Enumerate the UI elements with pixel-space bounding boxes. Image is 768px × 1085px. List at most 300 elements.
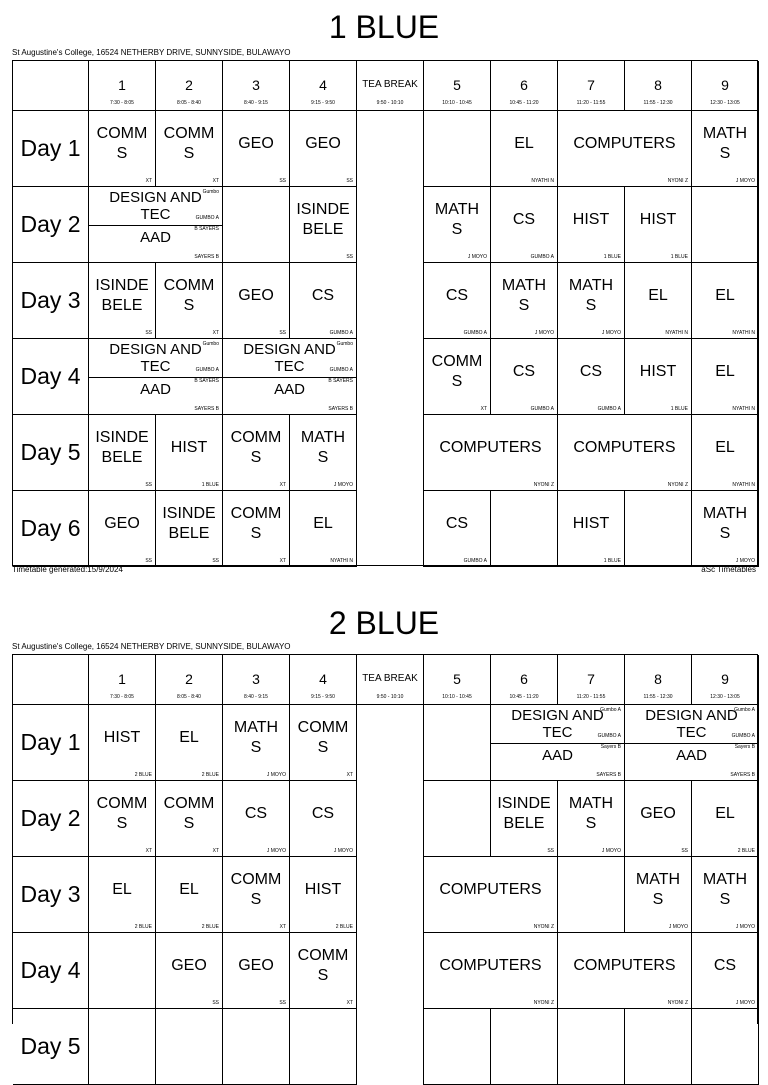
period-time: 11:20 - 11:55 [576, 100, 606, 106]
period-header-7 [558, 61, 625, 111]
lesson-teacher: XT [145, 848, 152, 854]
lesson-teacher: NYATHI N [330, 558, 353, 564]
period-number: 7 [587, 671, 595, 687]
lesson-cell [692, 263, 759, 339]
lesson-cell [156, 415, 223, 491]
lesson-teacher: GUMBO A [530, 254, 554, 260]
period-time: 8:40 - 9:15 [244, 100, 268, 106]
day-label: Day 1 [20, 729, 81, 755]
day-label: Day 6 [20, 515, 81, 541]
lesson-subject: EL [648, 286, 668, 304]
lesson-teacher: 1 BLUE [603, 254, 621, 260]
lesson-teacher: XT [279, 482, 286, 488]
lesson-cell [89, 933, 156, 1009]
period-number: 8 [654, 671, 662, 687]
lesson-subject: HIST [170, 438, 208, 456]
lesson-subject: MATH S [300, 428, 346, 466]
lesson-subject: CS [445, 286, 469, 304]
lesson-teacher: 2 BLUE [201, 924, 219, 930]
lesson-teacher: J MOYO [467, 254, 487, 260]
lesson-subject: CS [512, 362, 536, 380]
lesson-subject: HIST [572, 514, 610, 532]
period-header-1 [89, 655, 156, 705]
lesson-subject: EL [715, 286, 735, 304]
period-header-9 [692, 655, 759, 705]
lesson-cell [290, 857, 357, 933]
lesson-cell [692, 491, 759, 567]
lesson-cell [491, 111, 558, 187]
lesson-subject: HIST [304, 880, 342, 898]
lesson-subject: GEO [171, 956, 207, 974]
lesson-teacher-top: GUMBO A [195, 367, 219, 373]
lesson-room-bottom: B SAYERS [194, 226, 219, 232]
period-time: 10:10 - 10:45 [442, 694, 472, 700]
lesson-subject: COMM S [230, 428, 282, 466]
day-label-cell [13, 705, 89, 781]
lesson-cell [223, 781, 290, 857]
lesson-teacher: XT [480, 406, 487, 412]
lesson-teacher: XT [212, 178, 219, 184]
lesson-teacher: GUMBO A [329, 330, 353, 336]
lesson-cell [692, 111, 759, 187]
lesson-teacher: 1 BLUE [603, 558, 621, 564]
period-header-3 [223, 655, 290, 705]
period-header-2 [156, 655, 223, 705]
lesson-cell [223, 111, 290, 187]
lesson-teacher: XT [145, 178, 152, 184]
lesson-subject: COMPUTERS [439, 438, 542, 456]
lesson-cell [558, 1009, 625, 1085]
lesson-cell [156, 1009, 223, 1085]
day-label-cell [13, 339, 89, 415]
lesson-cell [625, 339, 692, 415]
lesson-subject: MATH S [568, 794, 614, 832]
lesson-subject: ISINDE BELE [95, 276, 149, 314]
lesson-room-top: Gumbo [202, 341, 219, 347]
lesson-cell [491, 781, 558, 857]
period-time: 8:40 - 9:15 [244, 694, 268, 700]
period-header-9 [692, 61, 759, 111]
period-number: 4 [319, 77, 327, 93]
lesson-room-bottom: B SAYERS [194, 378, 219, 384]
period-number: 9 [721, 77, 729, 93]
lesson-teacher: NYATHI N [732, 406, 755, 412]
lesson-teacher: GUMBO A [597, 406, 621, 412]
lesson-subject: CS [445, 514, 469, 532]
lesson-cell [156, 263, 223, 339]
lesson-teacher: SS [212, 1000, 219, 1006]
lesson-subject: COMPUTERS [573, 956, 676, 974]
lesson-subject: HIST [639, 210, 677, 228]
lesson-subject: GEO [104, 514, 140, 532]
lesson-cell [491, 1009, 558, 1085]
lesson-cell [692, 415, 759, 491]
lesson-teacher: 1 BLUE [670, 406, 688, 412]
period-header-2 [156, 61, 223, 111]
lesson-cell [424, 781, 491, 857]
lesson-subject: MATH S [434, 200, 480, 238]
lesson-room-top: Gumbo [202, 189, 219, 195]
lesson-subject: GEO [640, 804, 676, 822]
lesson-cell [156, 781, 223, 857]
lesson-cell [290, 705, 357, 781]
lesson-room-bottom: Sayers B [734, 744, 755, 750]
lesson-teacher: GUMBO A [530, 406, 554, 412]
lesson-teacher: 1 BLUE [670, 254, 688, 260]
lesson-teacher-top: GUMBO A [597, 733, 621, 739]
lesson-cell [89, 781, 156, 857]
day-label-cell [13, 781, 89, 857]
lesson-cell [156, 111, 223, 187]
lesson-subject: ISINDE BELE [95, 428, 149, 466]
day-label-cell [13, 1009, 89, 1085]
lesson-cell [625, 491, 692, 567]
lesson-cell [625, 857, 692, 933]
period-header-6 [491, 61, 558, 111]
tea-break-header [357, 61, 424, 111]
lesson-cell [290, 781, 357, 857]
timetable-title: 1 BLUE [328, 9, 440, 45]
day-label: Day 2 [20, 211, 81, 237]
lesson-cell [290, 263, 357, 339]
lesson-cell [558, 339, 625, 415]
lesson-cell [156, 933, 223, 1009]
lesson-cell [223, 187, 290, 263]
tea-break-time: 9:50 - 10:10 [376, 100, 404, 106]
lesson-subject: CS [311, 804, 335, 822]
lesson-teacher-bottom: SAYERS B [194, 254, 219, 260]
lesson-subject: HIST [572, 210, 610, 228]
lesson-teacher: 2 BLUE [201, 772, 219, 778]
lesson-room-top: Gumbo A [600, 707, 621, 713]
lesson-teacher: 2 BLUE [134, 924, 152, 930]
day-label: Day 5 [20, 439, 81, 465]
lesson-teacher-top: GUMBO A [731, 733, 755, 739]
lesson-cell [625, 187, 692, 263]
lesson-teacher-top: GUMBO A [195, 215, 219, 221]
lesson-subject: CS [311, 286, 335, 304]
timetable-generated-date: Timetable generated:15/9/2024 [12, 565, 123, 574]
lesson-cell [625, 781, 692, 857]
lesson-teacher: NYATHI N [732, 330, 755, 336]
lesson-subject: CS [244, 804, 268, 822]
lesson-cell [89, 705, 156, 781]
lesson-subject: COMM S [431, 352, 483, 390]
lesson-cell [156, 857, 223, 933]
lesson-cell [491, 263, 558, 339]
lesson-teacher: XT [279, 558, 286, 564]
period-time: 11:55 - 12:30 [643, 694, 673, 700]
lesson-teacher: SS [145, 482, 152, 488]
period-header-5 [424, 655, 491, 705]
lesson-subject-top: DESIGN AND TEC [645, 707, 738, 741]
lesson-cell [223, 491, 290, 567]
lesson-teacher-top: GUMBO A [329, 367, 353, 373]
lesson-cell [223, 1009, 290, 1085]
lesson-teacher: XT [346, 1000, 353, 1006]
lesson-teacher: SS [681, 848, 688, 854]
day-label-cell [13, 491, 89, 567]
lesson-teacher: SS [547, 848, 554, 854]
lesson-cell [558, 187, 625, 263]
lesson-subject: GEO [305, 134, 341, 152]
period-number: 6 [520, 77, 528, 93]
lesson-subject-bottom: AAD [140, 229, 171, 246]
lesson-cell [223, 415, 290, 491]
lesson-subject: ISINDE BELE [296, 200, 350, 238]
lesson-cell-split [89, 187, 223, 263]
tea-break-header [357, 655, 424, 705]
lesson-subject: MATH S [233, 718, 279, 756]
lesson-cell [223, 933, 290, 1009]
lesson-cell [692, 781, 759, 857]
lesson-subject: COMM S [230, 870, 282, 908]
lesson-cell-split [89, 339, 223, 415]
lesson-cell [156, 491, 223, 567]
period-header-8 [625, 655, 692, 705]
lesson-subject-top: DESIGN AND TEC [109, 189, 202, 223]
lesson-teacher-bottom: SAYERS B [194, 406, 219, 412]
period-number: 2 [185, 77, 193, 93]
lesson-teacher: 1 BLUE [201, 482, 219, 488]
lesson-teacher: J MOYO [668, 924, 688, 930]
day-label: Day 3 [20, 287, 81, 313]
lesson-subject: GEO [238, 134, 274, 152]
lesson-teacher: SS [346, 178, 353, 184]
period-time: 8:05 - 8:40 [177, 694, 201, 700]
lesson-teacher: J MOYO [735, 924, 755, 930]
period-time: 10:45 - 11:20 [509, 100, 539, 106]
lesson-subject: EL [715, 804, 735, 822]
period-number: 3 [252, 671, 260, 687]
lesson-cell [290, 1009, 357, 1085]
lesson-cell [156, 705, 223, 781]
lesson-subject-top: DESIGN AND TEC [243, 341, 336, 375]
lesson-teacher: NYONI Z [533, 1000, 554, 1006]
day-label: Day 5 [20, 1033, 81, 1059]
tea-break-time: 9:50 - 10:10 [376, 694, 404, 700]
lesson-teacher-bottom: SAYERS B [730, 772, 755, 778]
period-number: 2 [185, 671, 193, 687]
lesson-teacher: NYONI Z [533, 924, 554, 930]
lesson-cell [692, 187, 759, 263]
lesson-teacher-bottom: SAYERS B [596, 772, 621, 778]
lesson-subject: CS [713, 956, 737, 974]
lesson-cell [424, 263, 491, 339]
lesson-cell [290, 187, 357, 263]
lesson-teacher: GUMBO A [463, 330, 487, 336]
period-number: 1 [118, 77, 126, 93]
lesson-subject-top: DESIGN AND TEC [109, 341, 202, 375]
lesson-cell [89, 111, 156, 187]
lesson-cell [223, 857, 290, 933]
lesson-subject: MATH S [501, 276, 547, 314]
lesson-cell [491, 339, 558, 415]
lesson-cell [89, 415, 156, 491]
lesson-subject: EL [112, 880, 132, 898]
lesson-subject: EL [715, 438, 735, 456]
period-number: 6 [520, 671, 528, 687]
generator-brand: aSc Timetables [701, 565, 756, 574]
lesson-subject: MATH S [635, 870, 681, 908]
lesson-subject: HIST [639, 362, 677, 380]
lesson-subject: GEO [238, 286, 274, 304]
period-header-1 [89, 61, 156, 111]
lesson-cell [424, 187, 491, 263]
period-time: 7:30 - 8:05 [110, 100, 134, 106]
lesson-subject-bottom: AAD [274, 381, 305, 398]
lesson-subject: COMM S [163, 794, 215, 832]
lesson-subject: COMM S [163, 124, 215, 162]
lesson-subject: MATH S [702, 870, 748, 908]
period-time: 11:55 - 12:30 [643, 100, 673, 106]
lesson-subject: COMPUTERS [439, 880, 542, 898]
lesson-teacher: NYONI Z [667, 1000, 688, 1006]
lesson-subject: HIST [103, 728, 141, 746]
timetable-grid [12, 654, 758, 1059]
lesson-subject: EL [514, 134, 534, 152]
period-time: 12:30 - 13:05 [710, 694, 740, 700]
lesson-cell [558, 415, 692, 491]
period-time: 11:20 - 11:55 [576, 694, 606, 700]
period-number: 3 [252, 77, 260, 93]
lesson-cell-split [223, 339, 357, 415]
lesson-teacher: 2 BLUE [335, 924, 353, 930]
lesson-cell [558, 933, 692, 1009]
period-time: 10:45 - 11:20 [509, 694, 539, 700]
lesson-cell [424, 857, 558, 933]
lesson-subject: COMM S [297, 946, 349, 984]
lesson-cell [290, 491, 357, 567]
day-label-cell [13, 933, 89, 1009]
day-label: Day 2 [20, 805, 81, 831]
lesson-room-top: Gumbo [336, 341, 353, 347]
lesson-subject: COMPUTERS [573, 438, 676, 456]
lesson-room-bottom: Sayers B [600, 744, 621, 750]
lesson-cell [424, 415, 558, 491]
day-label: Day 4 [20, 957, 81, 983]
lesson-subject: COMM S [96, 794, 148, 832]
lesson-cell [290, 415, 357, 491]
tea-break-column [357, 705, 424, 1085]
lesson-subject-top: DESIGN AND TEC [511, 707, 604, 741]
lesson-cell [89, 491, 156, 567]
period-header-3 [223, 61, 290, 111]
day-label: Day 1 [20, 135, 81, 161]
lesson-subject-bottom: AAD [676, 747, 707, 764]
lesson-teacher: NYATHI N [732, 482, 755, 488]
period-time: 8:05 - 8:40 [177, 100, 201, 106]
lesson-teacher: SS [145, 558, 152, 564]
lesson-teacher: XT [279, 924, 286, 930]
lesson-subject: MATH S [702, 124, 748, 162]
lesson-teacher: NYONI Z [533, 482, 554, 488]
period-number: 5 [453, 77, 461, 93]
lesson-teacher: NYONI Z [667, 482, 688, 488]
lesson-cell [558, 263, 625, 339]
lesson-subject: EL [313, 514, 333, 532]
lesson-cell [491, 187, 558, 263]
lesson-subject: COMM S [163, 276, 215, 314]
tea-break-column [357, 111, 424, 567]
period-time: 9:15 - 9:50 [311, 100, 335, 106]
lesson-cell [692, 857, 759, 933]
school-address: St Augustine's College, 16524 NETHERBY DRIVE, SUNNYSIDE, BULAWAYO [12, 642, 291, 651]
lesson-teacher: SS [145, 330, 152, 336]
lesson-subject: ISINDE BELE [162, 504, 216, 542]
period-number: 8 [654, 77, 662, 93]
lesson-cell [223, 705, 290, 781]
lesson-teacher: XT [212, 848, 219, 854]
lesson-cell [692, 1009, 759, 1085]
lesson-cell [625, 263, 692, 339]
lesson-cell [558, 491, 625, 567]
lesson-teacher: SS [346, 254, 353, 260]
lesson-teacher: SS [279, 1000, 286, 1006]
timetable-grid [12, 60, 758, 566]
period-header-4 [290, 61, 357, 111]
day-label-cell [13, 263, 89, 339]
lesson-cell [692, 339, 759, 415]
tea-break-label: TEA BREAK [362, 673, 418, 684]
lesson-cell [558, 111, 692, 187]
lesson-cell [89, 1009, 156, 1085]
lesson-teacher: 2 BLUE [134, 772, 152, 778]
period-number: 4 [319, 671, 327, 687]
lesson-teacher: J MOYO [735, 1000, 755, 1006]
lesson-cell [424, 705, 491, 781]
lesson-cell [558, 857, 625, 933]
lesson-teacher: NYATHI N [531, 178, 554, 184]
header-corner-cell [13, 61, 89, 111]
lesson-cell [290, 933, 357, 1009]
lesson-teacher: GUMBO A [463, 558, 487, 564]
lesson-teacher: NYATHI N [665, 330, 688, 336]
lesson-room-bottom: B SAYERS [328, 378, 353, 384]
day-label-cell [13, 187, 89, 263]
period-header-6 [491, 655, 558, 705]
lesson-cell [491, 491, 558, 567]
lesson-subject: GEO [238, 956, 274, 974]
lesson-subject: COMPUTERS [439, 956, 542, 974]
period-header-7 [558, 655, 625, 705]
lesson-subject-bottom: AAD [542, 747, 573, 764]
period-header-4 [290, 655, 357, 705]
lesson-subject: ISINDE BELE [497, 794, 551, 832]
lesson-cell [223, 263, 290, 339]
period-time: 10:10 - 10:45 [442, 100, 472, 106]
lesson-cell [424, 339, 491, 415]
lesson-subject: EL [715, 362, 735, 380]
lesson-teacher: 2 BLUE [737, 848, 755, 854]
lesson-subject: EL [179, 728, 199, 746]
lesson-teacher: J MOYO [266, 848, 286, 854]
lesson-cell [692, 933, 759, 1009]
lesson-teacher: J MOYO [534, 330, 554, 336]
lesson-teacher: J MOYO [333, 848, 353, 854]
lesson-cell [290, 111, 357, 187]
lesson-cell [558, 781, 625, 857]
lesson-teacher-bottom: SAYERS B [328, 406, 353, 412]
lesson-subject: COMM S [96, 124, 148, 162]
lesson-subject: COMM S [297, 718, 349, 756]
lesson-subject: MATH S [702, 504, 748, 542]
lesson-teacher: XT [212, 330, 219, 336]
school-address: St Augustine's College, 16524 NETHERBY DRIVE, SUNNYSIDE, BULAWAYO [12, 48, 291, 57]
lesson-teacher: SS [279, 330, 286, 336]
lesson-cell [424, 933, 558, 1009]
lesson-subject: COMM S [230, 504, 282, 542]
